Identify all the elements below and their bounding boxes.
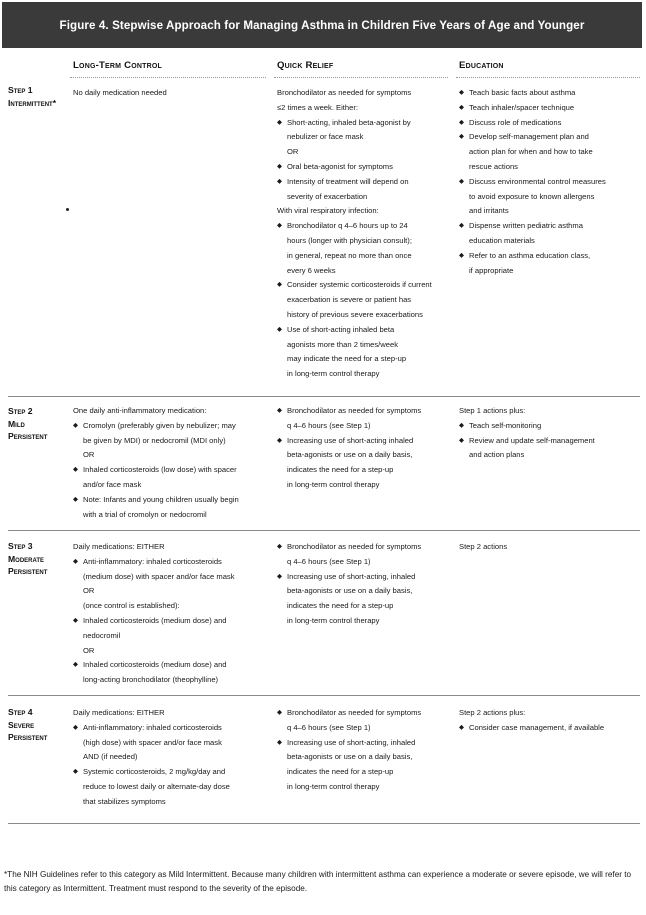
text-line: in long-term control therapy (287, 615, 380, 625)
header-rule-control (70, 77, 266, 78)
stray-dot (66, 208, 69, 211)
text-line: and/or face mask (83, 479, 142, 489)
bullet-item: ◆ Use of short-acting inhaled beta (277, 323, 432, 338)
step-3-long-term-control (73, 540, 235, 688)
column-header-education: Education (459, 60, 504, 71)
text-line: Daily medications: EITHER (73, 542, 165, 551)
text-line: (medium dose) with spacer and/or face mask (83, 571, 235, 581)
text-line: No daily medication needed (73, 88, 167, 97)
bullet-item: ◆ Bronchodilator as needed for symptoms (277, 404, 421, 419)
bullet-item: ◆ Note: Infants and young children usually begin (73, 493, 239, 508)
text-line: that stabilizes symptoms (83, 796, 166, 806)
text-line: in long-term control therapy (287, 369, 380, 379)
text-line: indicates the need for a step-up (287, 601, 394, 611)
text-line: OR (83, 645, 95, 655)
text-line: and action plans (469, 450, 525, 460)
step-4-quick-relief (277, 706, 421, 795)
bullet-item: ◆ Develop self-management plan and (459, 130, 606, 145)
text-line: OR (287, 147, 299, 157)
bullet-item: ◆ Consider systemic corticosteroids if current (277, 278, 432, 293)
row-divider (8, 530, 640, 531)
row-divider (8, 396, 640, 397)
text-line: beta-agonists or use on a daily basis, (287, 450, 413, 460)
bullet-item: ◆ Review and update self-management (459, 434, 595, 449)
step-severity: Moderate (8, 553, 45, 564)
step-number: Step 3 (8, 541, 33, 551)
text-line: to avoid exposure to known allergens (469, 191, 595, 201)
text-line: indicates the need for a step-up (287, 767, 394, 777)
step-severity: Mild (8, 418, 25, 429)
bullet-item: ◆ Bronchodilator as needed for symptoms (277, 706, 421, 721)
text-line: rescue actions (469, 161, 518, 171)
text-line: history of previous severe exacerbations (287, 309, 423, 319)
footnote: *The NIH Guidelines refer to this category as Mild Intermittent. Because many children with intermittent asthma can experience a moderate or severe episode, we will refer to this category as Intermittent. Treatment must respond to the severity of the episode. (4, 870, 632, 893)
step-2-label (8, 405, 47, 443)
bullet-item: ◆ Increasing use of short-acting inhaled (277, 434, 421, 449)
step-number: Step 1 (8, 85, 33, 95)
step-2-long-term-control (73, 404, 239, 522)
text-line: (once control is established): (83, 601, 180, 611)
step-severity-sub: Persistent (8, 431, 48, 441)
step-severity: Severe (8, 719, 35, 730)
text-line: nebulizer or face mask (287, 132, 364, 142)
text-line: q 4–6 hours (see Step 1) (287, 722, 371, 732)
bullet-item: ◆ Cromolyn (preferably given by nebulizer; may (73, 419, 239, 434)
header-rule-relief (274, 77, 448, 78)
step-3-education (459, 540, 507, 555)
text-line: q 4–6 hours (see Step 1) (287, 556, 371, 566)
step-4-education (459, 706, 604, 736)
text-line: nedocromil (83, 630, 121, 640)
bullet-item: ◆ Teach self-monitoring (459, 419, 595, 434)
bullet-item: ◆ Short-acting, inhaled beta-agonist by (277, 116, 432, 131)
text-line: AND (if needed) (83, 752, 138, 762)
bullet-item: ◆ Anti-inflammatory: inhaled corticosteroids (73, 721, 230, 736)
text-line: in long-term control therapy (287, 781, 380, 791)
bullet-item: ◆ Teach inhaler/spacer technique (459, 101, 606, 116)
step-severity-sub: Persistent (8, 732, 48, 742)
step-4-long-term-control (73, 706, 230, 810)
text-line: hours (longer with physician consult); (287, 235, 412, 245)
row-divider (8, 823, 640, 824)
text-line: indicates the need for a step-up (287, 465, 394, 475)
step-3-quick-relief (277, 540, 421, 629)
text-line: reduce to lowest daily or alternate-day dose (83, 781, 230, 791)
text-line: Step 1 actions plus: (459, 406, 526, 415)
text-line: OR (83, 586, 95, 596)
text-line: Daily medications: EITHER (73, 708, 165, 717)
column-header-quick-relief: Quick Relief (277, 60, 334, 71)
text-line: long-acting bronchodilator (theophylline) (83, 675, 219, 685)
step-number: Step 2 (8, 406, 33, 416)
text-line: Step 2 actions plus: (459, 708, 526, 717)
header-rule-education (456, 77, 640, 78)
bullet-item: ◆ Intensity of treatment will depend on (277, 175, 432, 190)
bullet-item: ◆ Increasing use of short-acting, inhaled (277, 736, 421, 751)
step-severity-sub: Persistent (8, 566, 48, 576)
step-number: Step 4 (8, 707, 33, 717)
bullet-item: ◆ Oral beta-agonist for symptoms (277, 160, 432, 175)
text-line: q 4–6 hours (see Step 1) (287, 420, 371, 430)
text-line: Bronchodilator as needed for symptoms (277, 88, 412, 97)
text-line: action plan for when and how to take (469, 147, 593, 157)
bullet-item: ◆ Increasing use of short-acting, inhaled (277, 570, 421, 585)
column-header-long-term-control: Long-Term Control (73, 60, 162, 71)
bullet-item: ◆ Bronchodilator as needed for symptoms (277, 540, 421, 555)
text-line: (high dose) with spacer and/or face mask (83, 737, 222, 747)
step-4-label (8, 706, 47, 744)
text-line: One daily anti-inflammatory medication: (73, 406, 207, 415)
text-line: if appropriate (469, 265, 514, 275)
text-line: exacerbation is severe or patient has (287, 295, 412, 305)
bullet-item: ◆ Teach basic facts about asthma (459, 86, 606, 101)
text-line: every 6 weeks (287, 265, 336, 275)
bullet-item: ◆ Discuss role of medications (459, 116, 606, 131)
bullet-item: ◆ Inhaled corticosteroids (low dose) with spacer (73, 463, 239, 478)
step-3-label (8, 540, 47, 578)
text-line: ≤2 times a week. Either: (277, 102, 358, 112)
bullet-item: ◆ Discuss environmental control measures (459, 175, 606, 190)
text-line: may indicate the need for a step-up (287, 354, 407, 364)
step-1-long-term-control (73, 86, 167, 101)
text-line: be given by MDI) or nedocromil (MDI only) (83, 435, 226, 445)
bullet-item: ◆ Inhaled corticosteroids (medium dose) and (73, 614, 235, 629)
text-line: with a trial of cromolyn or nedocromil (83, 509, 207, 519)
text-line: education materials (469, 235, 535, 245)
bullet-item: ◆ Systemic corticosteroids, 2 mg/kg/day and (73, 765, 230, 780)
step-1-education (459, 86, 606, 278)
figure-title: Figure 4. Stepwise Approach for Managing Asthma in Children Five Years of Age and Younger (2, 2, 642, 48)
bullet-item: ◆ Consider case management, if available (459, 721, 604, 736)
text-line: beta-agonists or use on a daily basis, (287, 586, 413, 596)
text-line: and irritants (469, 206, 509, 216)
text-line: severity of exacerbation (287, 191, 368, 201)
step-1-quick-relief (277, 86, 432, 382)
row-divider (8, 695, 640, 696)
text-line: OR (83, 450, 95, 460)
text-line: in general, repeat no more than once (287, 250, 412, 260)
step-1-label (8, 84, 56, 109)
text-line: in long-term control therapy (287, 479, 380, 489)
step-2-quick-relief (277, 404, 421, 493)
step-severity: Intermittent* (8, 97, 57, 108)
bullet-item: ◆ Inhaled corticosteroids (medium dose) and (73, 658, 235, 673)
bullet-item: ◆ Bronchodilator q 4–6 hours up to 24 (277, 219, 432, 234)
text-line: beta-agonists or use on a daily basis, (287, 752, 413, 762)
bullet-item: ◆ Refer to an asthma education class, (459, 249, 606, 264)
bullet-item: ◆ Anti-inflammatory: inhaled corticosteroids (73, 555, 235, 570)
text-line: agonists more than 2 times/week (287, 339, 399, 349)
text-line: Step 2 actions (459, 542, 508, 551)
bullet-item: ◆ Dispense written pediatric asthma (459, 219, 606, 234)
step-2-education (459, 404, 595, 463)
text-line: With viral respiratory infection: (277, 206, 379, 216)
